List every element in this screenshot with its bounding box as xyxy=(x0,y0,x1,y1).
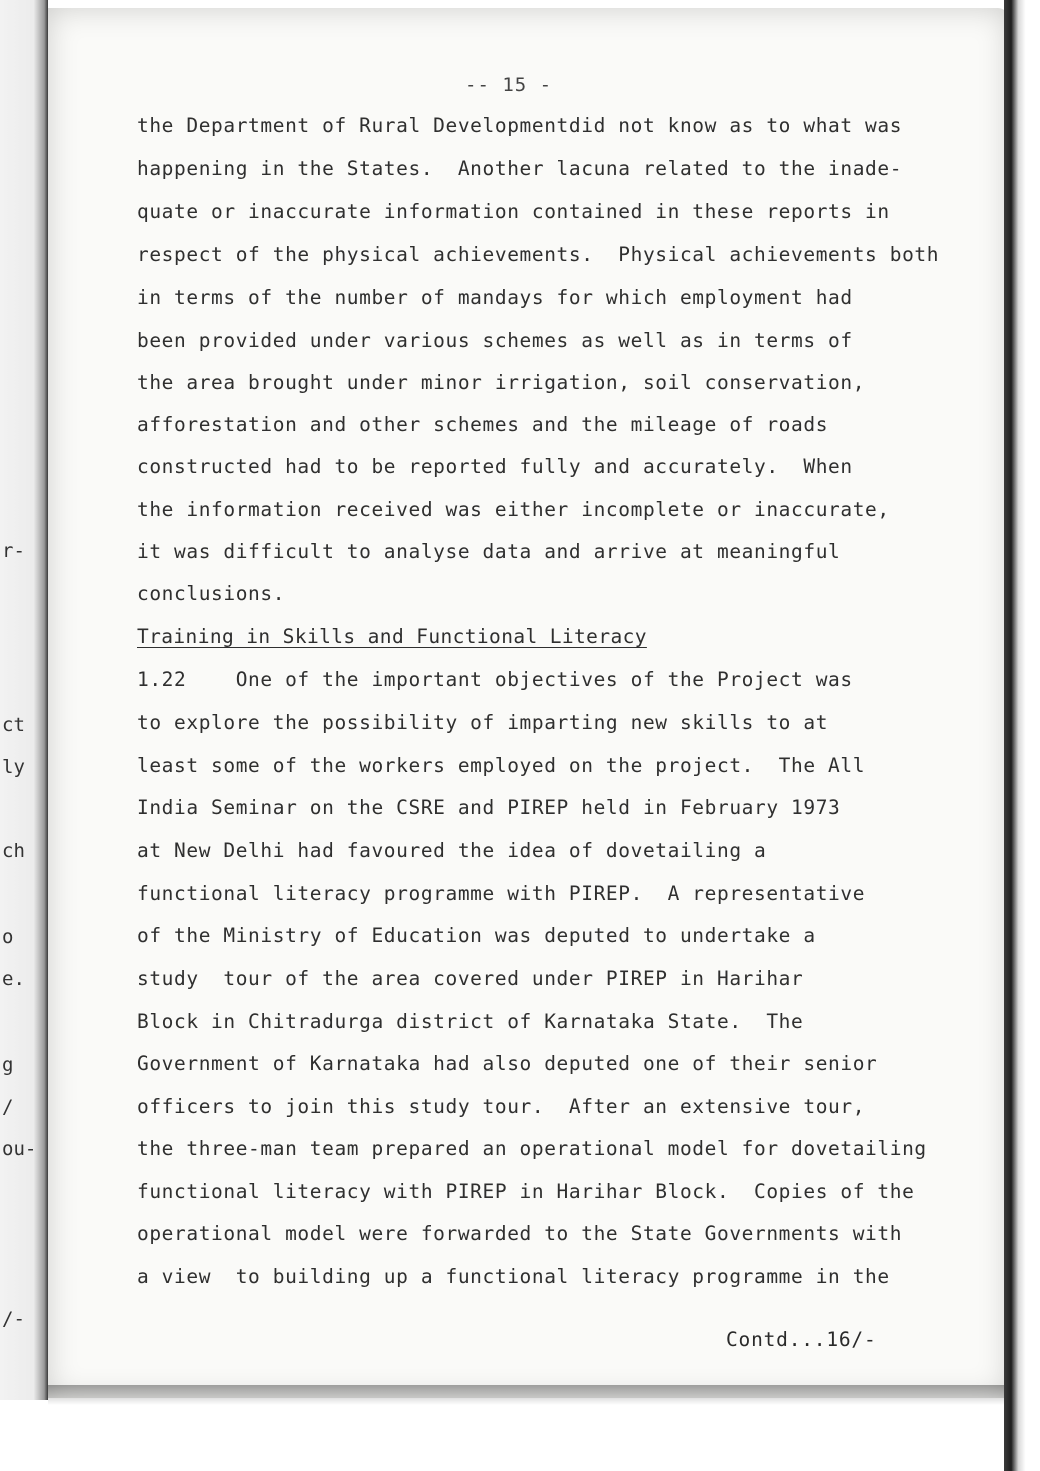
text-line: functional literacy programme with PIREP. A representative xyxy=(137,882,866,905)
text-line: a view to building up a functional literacy programme in the xyxy=(137,1265,890,1288)
section-heading: Training in Skills and Functional Literacy xyxy=(137,625,647,648)
right-binding-edge xyxy=(1004,0,1040,1471)
margin-fragment: o xyxy=(2,926,14,948)
margin-fragment: r- xyxy=(2,540,25,562)
text-line: at New Delhi had favoured the idea of dovetailing a xyxy=(137,839,767,862)
continuation-note: Contd...16/- xyxy=(726,1328,877,1351)
text-line: to explore the possibility of imparting new skills to at xyxy=(137,711,829,734)
text-line: of the Ministry of Education was deputed to undertake a xyxy=(137,924,816,947)
text-line: been provided under various schemes as well as in terms of xyxy=(137,329,853,352)
text-line: Government of Karnataka had also deputed one of their senior xyxy=(137,1052,878,1075)
margin-fragment: ou- xyxy=(2,1138,37,1160)
text-line: the three-man team prepared an operational model for dovetailing xyxy=(137,1137,927,1160)
text-line: functional literacy with PIREP in Harihar Block. Copies of the xyxy=(137,1180,915,1203)
text-line: least some of the workers employed on the project. The All xyxy=(137,754,866,777)
text-line: 1.22 One of the important objectives of the Project was xyxy=(137,668,853,691)
text-line: India Seminar on the CSRE and PIREP held in February 1973 xyxy=(137,796,841,819)
margin-fragment: ch xyxy=(2,840,25,862)
text-line: study tour of the area covered under PIREP in Harihar xyxy=(137,967,804,990)
margin-fragment: /- xyxy=(2,1308,25,1330)
text-line: operational model were forwarded to the State Governments with xyxy=(137,1222,903,1245)
text-line: afforestation and other schemes and the mileage of roads xyxy=(137,413,829,436)
margin-fragment: g xyxy=(2,1054,14,1076)
page-bottom-shadow xyxy=(48,1385,1008,1405)
margin-fragment: ly xyxy=(2,756,25,778)
text-line: happening in the States. Another lacuna related to the inade- xyxy=(137,157,903,180)
text-line: quate or inaccurate information contained in these reports in xyxy=(137,200,890,223)
text-line: Block in Chitradurga district of Karnataka State. The xyxy=(137,1010,804,1033)
text-line: officers to join this study tour. After an extensive tour, xyxy=(137,1095,866,1118)
text-line: the Department of Rural Developmentdid not know as to what was xyxy=(137,114,903,137)
margin-fragment: ct xyxy=(2,714,25,736)
text-line: in terms of the number of mandays for which employment had xyxy=(137,286,853,309)
text-line: the information received was either incomplete or inaccurate, xyxy=(137,498,890,521)
text-line: respect of the physical achievements. Physical achievements both xyxy=(137,243,940,266)
page-number: -- 15 - xyxy=(465,74,553,96)
left-facing-page-edge xyxy=(0,0,48,1400)
text-line: constructed had to be reported fully and accurately. When xyxy=(137,455,853,478)
text-line: it was difficult to analyse data and arrive at meaningful xyxy=(137,540,841,563)
margin-fragment: e. xyxy=(2,968,25,990)
margin-fragment: / xyxy=(2,1096,14,1118)
text-line: the area brought under minor irrigation, soil conservation, xyxy=(137,371,866,394)
text-line: conclusions. xyxy=(137,582,286,605)
